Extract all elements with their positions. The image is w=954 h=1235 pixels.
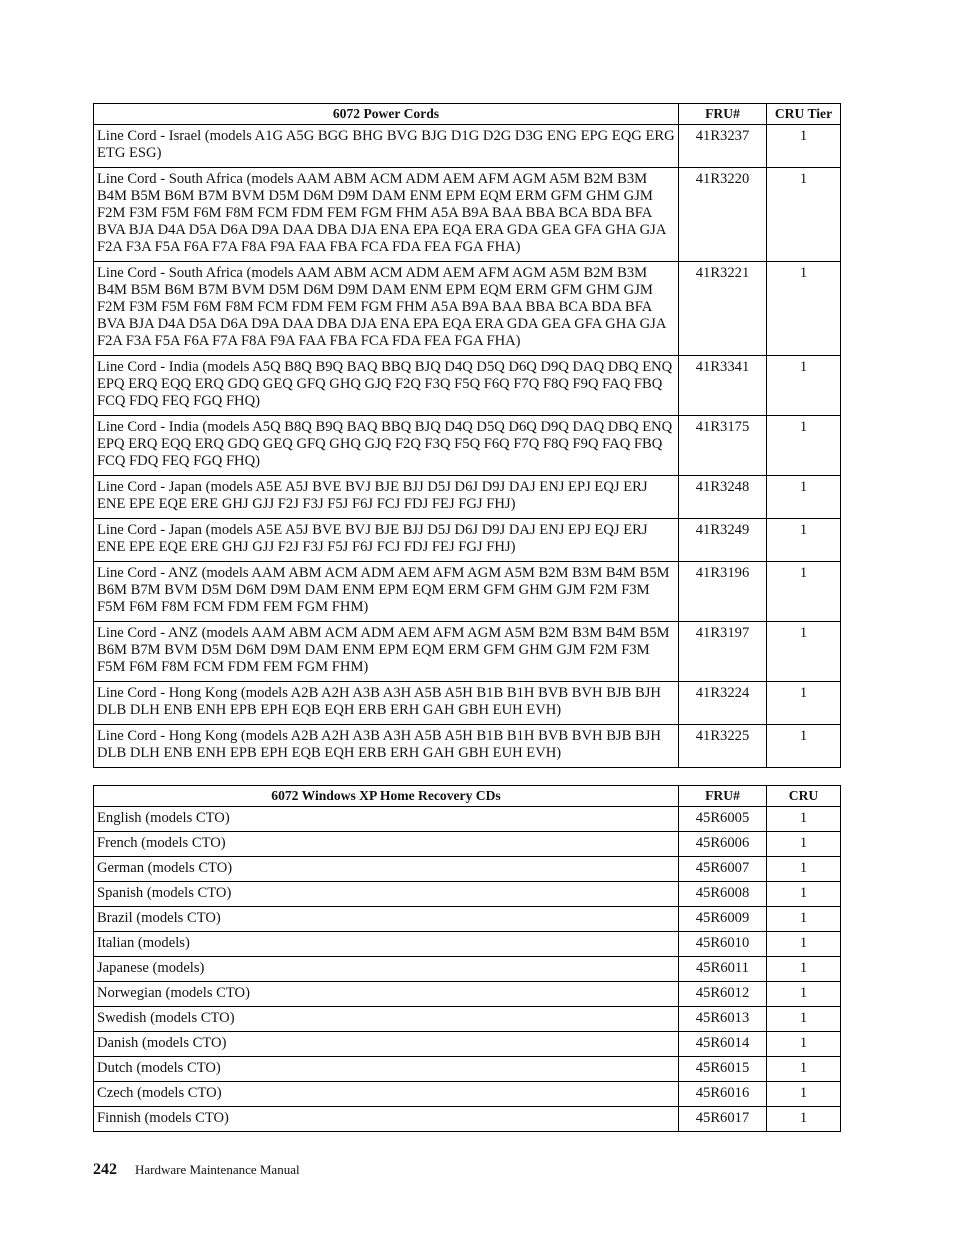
cru-cell: 1 [767, 982, 841, 1007]
description-cell: French (models CTO) [94, 832, 679, 857]
table-row [94, 416, 841, 476]
fru-cell: 41R3248 [679, 476, 767, 519]
column-header-fru: FRU# [679, 104, 767, 125]
table-row [94, 1007, 841, 1032]
cru-cell: 1 [767, 957, 841, 982]
recovery-cds-table [93, 785, 841, 1132]
cru-cell: 1 [767, 125, 841, 168]
table-header-row [94, 786, 841, 807]
fru-cell: 41R3225 [679, 725, 767, 768]
cru-cell: 1 [767, 882, 841, 907]
fru-cell: 45R6010 [679, 932, 767, 957]
fru-cell: 41R3249 [679, 519, 767, 562]
description-cell: Italian (models) [94, 932, 679, 957]
table-row [94, 725, 841, 768]
fru-cell: 45R6007 [679, 857, 767, 882]
description-cell: Line Cord - South Africa (models AAM ABM ACM ADM AEM AFM AGM A5M B2M B3M B4M B5M B6M B7M BVM D5M D6M D9M DAM ENM EPM EQM ERM GFM GHM GJM F2M F3M F5M F6M F8M FCM FDM FEM FGM FHM A5A B9A BAA BBA BCA BDA BFA BVA BJA D4A D5A D6A D9A DAA DBA DJA ENA EPA EQA ERA GDA GEA GFA GHA GJA F2A F3A F5A F6A F7A F8A F9A FAA FBA FCA FDA FEA FGA FHA) [94, 168, 679, 262]
table-row [94, 1032, 841, 1057]
description-cell: Line Cord - Israel (models A1G A5G BGG BHG BVG BJG D1G D2G D3G ENG EPG EQG ERG ETG ESG) [94, 125, 679, 168]
table-row [94, 168, 841, 262]
cru-cell: 1 [767, 519, 841, 562]
description-cell: Line Cord - India (models A5Q B8Q B9Q BAQ BBQ BJQ D4Q D5Q D6Q D9Q DAQ DBQ ENQ EPQ ERQ EQQ ERQ GDQ GEQ GFQ GHQ GJQ F2Q F3Q F5Q F6Q F7Q F8Q F9Q FAQ FBQ FCQ FDQ FEQ FGQ FHQ) [94, 356, 679, 416]
fru-cell: 41R3341 [679, 356, 767, 416]
table-row [94, 125, 841, 168]
cru-cell: 1 [767, 416, 841, 476]
description-cell: Spanish (models CTO) [94, 882, 679, 907]
fru-cell: 41R3197 [679, 622, 767, 682]
cru-cell: 1 [767, 932, 841, 957]
table-row [94, 982, 841, 1007]
fru-cell: 45R6013 [679, 1007, 767, 1032]
fru-cell: 41R3175 [679, 416, 767, 476]
fru-cell: 45R6011 [679, 957, 767, 982]
table-row [94, 807, 841, 832]
fru-cell: 45R6015 [679, 1057, 767, 1082]
recovery-cds-table-body [94, 807, 841, 1132]
table-row [94, 957, 841, 982]
cru-cell: 1 [767, 725, 841, 768]
fru-cell: 41R3196 [679, 562, 767, 622]
cru-cell: 1 [767, 562, 841, 622]
fru-cell: 45R6008 [679, 882, 767, 907]
fru-cell: 45R6006 [679, 832, 767, 857]
fru-cell: 45R6005 [679, 807, 767, 832]
description-cell: Finnish (models CTO) [94, 1107, 679, 1132]
column-header-cru: CRU [767, 786, 841, 807]
table-row [94, 857, 841, 882]
description-cell: Japanese (models) [94, 957, 679, 982]
cru-cell: 1 [767, 622, 841, 682]
table-row [94, 882, 841, 907]
power-cords-table [93, 103, 841, 768]
cru-cell: 1 [767, 682, 841, 725]
fru-cell: 45R6016 [679, 1082, 767, 1107]
table-row [94, 1057, 841, 1082]
description-cell: Line Cord - ANZ (models AAM ABM ACM ADM AEM AFM AGM A5M B2M B3M B4M B5M B6M B7M BVM D5M D6M D9M DAM ENM EPM EQM ERM GFM GHM GJM F2M F3M F5M F6M F8M FCM FDM FEM FGM FHM) [94, 562, 679, 622]
description-cell: Line Cord - Hong Kong (models A2B A2H A3B A3H A5B A5H B1B B1H BVB BVH BJB BJH DLB DLH ENB ENH EPB EPH EQB EQH ERB ERH GAH GBH EUH EVH) [94, 725, 679, 768]
column-header-fru: FRU# [679, 786, 767, 807]
column-header-description: 6072 Power Cords [94, 104, 679, 125]
description-cell: Line Cord - Hong Kong (models A2B A2H A3B A3H A5B A5H B1B B1H BVB BVH BJB BJH DLB DLH ENB ENH EPB EPH EQB EQH ERB ERH GAH GBH EUH EVH) [94, 682, 679, 725]
cru-cell: 1 [767, 476, 841, 519]
cru-cell: 1 [767, 1057, 841, 1082]
fru-cell: 41R3224 [679, 682, 767, 725]
description-cell: Line Cord - Japan (models A5E A5J BVE BVJ BJE BJJ D5J D6J D9J DAJ ENJ EPJ EQJ ERJ ENE EPE EQE ERE GHJ GJJ F2J F3J F5J F6J FCJ FDJ FEJ FGJ FHJ) [94, 476, 679, 519]
cru-cell: 1 [767, 1032, 841, 1057]
description-cell: Brazil (models CTO) [94, 907, 679, 932]
description-cell: Line Cord - Japan (models A5E A5J BVE BVJ BJE BJJ D5J D6J D9J DAJ ENJ EPJ EQJ ERJ ENE EPE EQE ERE GHJ GJJ F2J F3J F5J F6J FCJ FDJ FEJ FGJ FHJ) [94, 519, 679, 562]
description-cell: Danish (models CTO) [94, 1032, 679, 1057]
table-row [94, 932, 841, 957]
cru-cell: 1 [767, 832, 841, 857]
fru-cell: 45R6009 [679, 907, 767, 932]
table-row [94, 682, 841, 725]
table-row [94, 262, 841, 356]
table-row [94, 476, 841, 519]
table-row [94, 519, 841, 562]
page-footer [93, 1161, 300, 1179]
description-cell: Czech (models CTO) [94, 1082, 679, 1107]
table-row [94, 1082, 841, 1107]
cru-cell: 1 [767, 168, 841, 262]
table-row [94, 622, 841, 682]
column-header-cru-tier: CRU Tier [767, 104, 841, 125]
description-cell: English (models CTO) [94, 807, 679, 832]
power-cords-table-body [94, 125, 841, 768]
cru-cell: 1 [767, 1007, 841, 1032]
table-row [94, 562, 841, 622]
description-cell: Line Cord - ANZ (models AAM ABM ACM ADM AEM AFM AGM A5M B2M B3M B4M B5M B6M B7M BVM D5M D6M D9M DAM ENM EPM EQM ERM GFM GHM GJM F2M F3M F5M F6M F8M FCM FDM FEM FGM FHM) [94, 622, 679, 682]
page-number: 242 [93, 1161, 117, 1178]
table-row [94, 907, 841, 932]
table-row [94, 356, 841, 416]
column-header-description: 6072 Windows XP Home Recovery CDs [94, 786, 679, 807]
fru-cell: 45R6012 [679, 982, 767, 1007]
fru-cell: 41R3221 [679, 262, 767, 356]
cru-cell: 1 [767, 907, 841, 932]
table-row [94, 832, 841, 857]
cru-cell: 1 [767, 262, 841, 356]
fru-cell: 45R6017 [679, 1107, 767, 1132]
cru-cell: 1 [767, 857, 841, 882]
fru-cell: 45R6014 [679, 1032, 767, 1057]
description-cell: Dutch (models CTO) [94, 1057, 679, 1082]
manual-title: Hardware Maintenance Manual [135, 1162, 300, 1177]
cru-cell: 1 [767, 807, 841, 832]
description-cell: Swedish (models CTO) [94, 1007, 679, 1032]
cru-cell: 1 [767, 356, 841, 416]
fru-cell: 41R3237 [679, 125, 767, 168]
table-row [94, 1107, 841, 1132]
cru-cell: 1 [767, 1107, 841, 1132]
fru-cell: 41R3220 [679, 168, 767, 262]
cru-cell: 1 [767, 1082, 841, 1107]
description-cell: Norwegian (models CTO) [94, 982, 679, 1007]
table-header-row [94, 104, 841, 125]
description-cell: Line Cord - India (models A5Q B8Q B9Q BAQ BBQ BJQ D4Q D5Q D6Q D9Q DAQ DBQ ENQ EPQ ERQ EQQ ERQ GDQ GEQ GFQ GHQ GJQ F2Q F3Q F5Q F6Q F7Q F8Q F9Q FAQ FBQ FCQ FDQ FEQ FGQ FHQ) [94, 416, 679, 476]
description-cell: Line Cord - South Africa (models AAM ABM ACM ADM AEM AFM AGM A5M B2M B3M B4M B5M B6M B7M BVM D5M D6M D9M DAM ENM EPM EQM ERM GFM GHM GJM F2M F3M F5M F6M F8M FCM FDM FEM FGM FHM A5A B9A BAA BBA BCA BDA BFA BVA BJA D4A D5A D6A D9A DAA DBA DJA ENA EPA EQA ERA GDA GEA GFA GHA GJA F2A F3A F5A F6A F7A F8A F9A FAA FBA FCA FDA FEA FGA FHA) [94, 262, 679, 356]
description-cell: German (models CTO) [94, 857, 679, 882]
